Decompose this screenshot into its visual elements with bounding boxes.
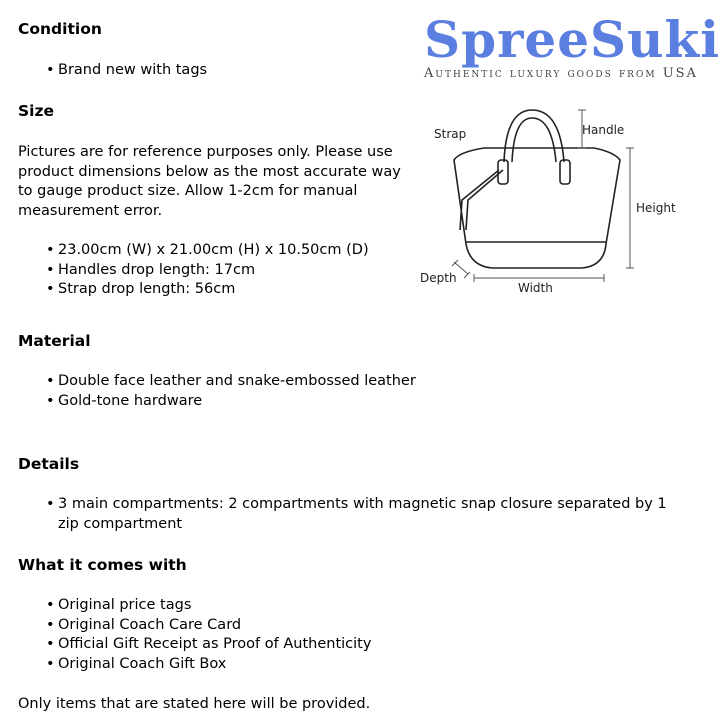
size-heading: Size xyxy=(18,102,55,120)
logo-tagline: Authentic luxury goods from USA xyxy=(424,66,698,81)
comes-with-heading: What it comes with xyxy=(18,556,187,574)
list-item: • Brand new with tags xyxy=(44,61,207,81)
list-item: • Original price tags xyxy=(44,596,371,616)
condition-list xyxy=(44,61,207,81)
list-item: • Official Gift Receipt as Proof of Authenticity xyxy=(44,635,371,655)
footer-note: Only items that are stated here will be provided. xyxy=(18,696,371,712)
material-heading: Material xyxy=(18,332,91,350)
strap-label: Strap xyxy=(434,127,467,141)
spreesuki-logo xyxy=(424,10,720,84)
condition-heading: Condition xyxy=(18,20,102,38)
comes-with-list xyxy=(44,596,371,674)
size-note: Pictures are for reference purposes only. Please use product dimensions below as the most accurate way to gauge product size. Allow 1-2cm for manual measurement error. xyxy=(18,144,401,219)
list-item: • Handles drop length: 17cm xyxy=(44,261,369,281)
size-list xyxy=(44,241,369,300)
depth-label: Depth xyxy=(420,271,457,285)
list-item: • Original Coach Care Card xyxy=(44,616,371,636)
list-item: • Gold-tone hardware xyxy=(44,392,416,412)
list-item: • Strap drop length: 56cm xyxy=(44,280,369,300)
list-item: • 3 main compartments: 2 compartments with magnetic snap closure separated by 1 zip compartment xyxy=(44,495,684,534)
list-item: • 23.00cm (W) x 21.00cm (H) x 10.50cm (D) xyxy=(44,241,369,261)
width-label: Width xyxy=(518,281,553,295)
material-list xyxy=(44,372,416,411)
height-label: Height xyxy=(636,201,676,215)
handle-label: Handle xyxy=(582,123,625,137)
list-item: • Double face leather and snake-embossed leather xyxy=(44,372,416,392)
list-item: • Original Coach Gift Box xyxy=(44,655,371,675)
details-list xyxy=(44,495,684,534)
logo-wordmark: SpreeSuki xyxy=(424,10,720,69)
bag-dimension-diagram xyxy=(414,102,714,302)
details-heading: Details xyxy=(18,455,80,473)
